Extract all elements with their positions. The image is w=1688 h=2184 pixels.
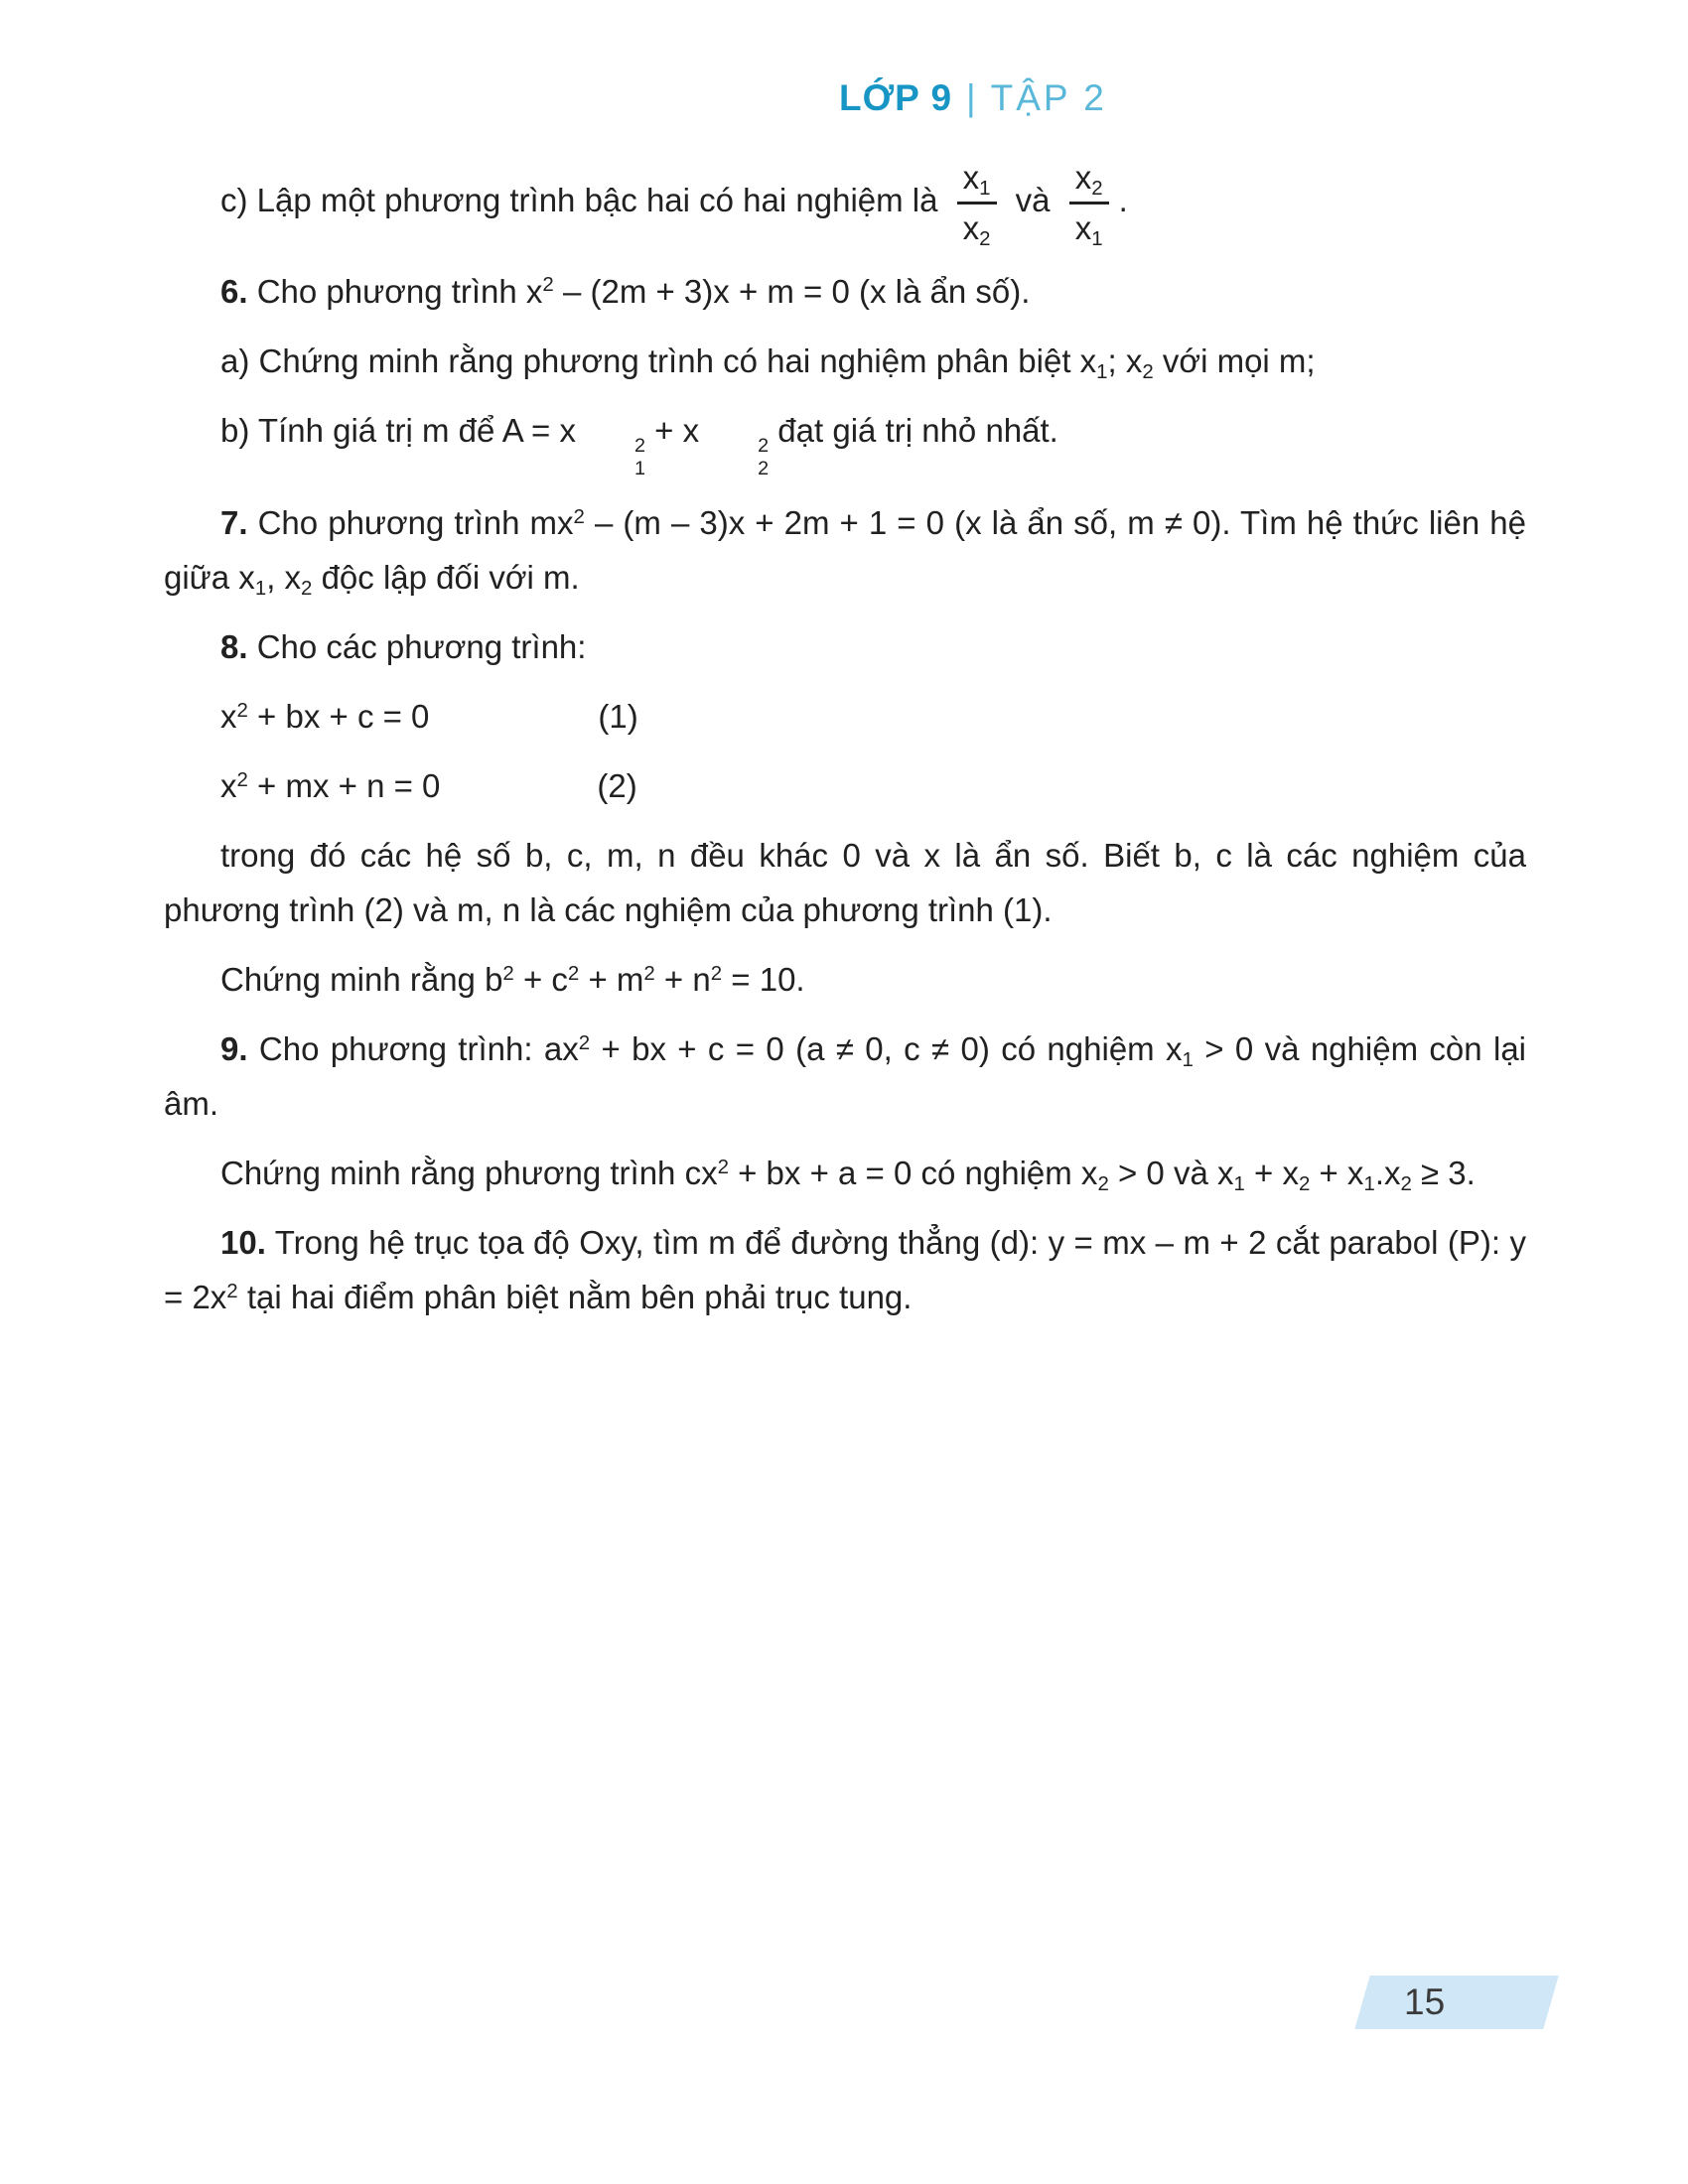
fraction: [957, 157, 997, 249]
superscript: 2: [567, 961, 580, 985]
superscript: 2: [226, 1279, 238, 1302]
item-b: [164, 403, 1526, 480]
item-c: [164, 157, 1526, 249]
text-run: x: [962, 159, 980, 196]
superscript: 2: [710, 961, 723, 985]
text-run: x: [1074, 209, 1092, 247]
text-run: .: [1118, 181, 1128, 218]
text-run: Cho phương trình: ax: [247, 1029, 579, 1067]
page-header: [839, 77, 1107, 119]
text-run: + bx + c = 0 (a ≠ 0, c ≠ 0) có nghiệm x: [590, 1029, 1183, 1067]
superscript: 2: [578, 1030, 591, 1054]
superscript: 2: [573, 504, 585, 528]
text-run: tại hai điểm phân biệt nằm bên phải trục tung.: [237, 1278, 913, 1315]
text-run: ; x: [1107, 341, 1143, 379]
text-run: x: [1074, 159, 1092, 196]
header-volume-label: TẬP 2: [990, 77, 1107, 118]
text-run: > 0 và nghiệm còn lại âm.: [164, 1029, 1526, 1122]
text-run: 7.: [220, 503, 248, 541]
text-run: + m: [579, 960, 644, 998]
subscript: 2: [1400, 1172, 1412, 1196]
text-run: Cho các phương trình:: [247, 627, 587, 665]
header-separator: |: [966, 77, 977, 118]
subscript: 1: [1363, 1172, 1375, 1196]
problem-6: [164, 264, 1526, 319]
page-number-highlight: [1354, 1976, 1558, 2029]
subscript: 1: [1091, 227, 1103, 251]
text-run: + c: [513, 960, 568, 998]
subscript: 1: [979, 177, 991, 201]
text-run: trong đó các hệ số b, c, m, n đều khác 0 và x là ẩn số. Biết b, c là các nghiệm của phương trình (2) và m, n là các nghiệm của phương trình (1).: [164, 836, 1526, 928]
page-number: 15: [1404, 1981, 1446, 2022]
subscript: 2: [979, 227, 991, 251]
text-run: x: [220, 766, 237, 804]
superscript: 2: [542, 273, 554, 297]
text-run: > 0 và x: [1108, 1154, 1234, 1191]
subscript: 1: [1096, 359, 1108, 383]
fraction: [1069, 157, 1109, 249]
var-subsup: x 2 1: [559, 411, 646, 480]
problem-9: [164, 1022, 1526, 1131]
text-run: 10.: [220, 1223, 266, 1261]
text-run: đạt giá trị nhỏ nhất.: [769, 411, 1058, 449]
text-run: , x: [266, 558, 302, 596]
subscript: 2: [1298, 1172, 1311, 1196]
page-number-container: [1362, 1976, 1551, 2029]
superscript: 2: [717, 1155, 729, 1178]
text-run: Chứng minh rằng phương trình cx: [220, 1154, 718, 1191]
problem-8-claim: [164, 952, 1526, 1007]
superscript: 2: [236, 767, 248, 791]
text-run: .x: [1374, 1154, 1401, 1191]
text-run: (2): [597, 766, 637, 804]
text-run: + bx + a = 0 có nghiệm x: [728, 1154, 1098, 1191]
subscript: 1: [1233, 1172, 1245, 1196]
header-grade-label: LỚP 9: [839, 77, 953, 118]
text-run: Cho phương trình mx: [247, 503, 574, 541]
text-run: Trong hệ trục tọa độ Oxy, tìm m để đường thẳng (d): y = mx – m + 2 cắt parabol (P): y = 2x: [164, 1223, 1526, 1315]
subscript: 2: [301, 577, 313, 601]
problem-8-body: [164, 828, 1526, 937]
document-content: [164, 157, 1526, 1339]
subscript: 1: [254, 577, 267, 601]
text-run: độc lập đối với m.: [312, 558, 580, 596]
text-run: x: [962, 209, 980, 247]
superscript: 2: [643, 961, 655, 985]
equation-1: [164, 689, 1526, 744]
text-run: +: [645, 411, 683, 449]
text-run: và: [1006, 181, 1059, 218]
text-run: Cho phương trình x: [247, 272, 543, 310]
superscript: 2: [236, 698, 248, 722]
text-run: với mọi m;: [1153, 341, 1316, 379]
text-run: = 10.: [722, 960, 805, 998]
problem-10: [164, 1215, 1526, 1324]
subscript: 2: [1097, 1172, 1109, 1196]
text-run: + mx + n = 0: [247, 766, 441, 804]
subscript: 2: [1142, 359, 1154, 383]
text-run: + x: [1244, 1154, 1299, 1191]
text-run: x: [220, 697, 237, 735]
subscript: 1: [1182, 1048, 1194, 1072]
var-subsup: x 2 2: [682, 411, 770, 480]
text-run: – (m – 3)x + 2m + 1 = 0 (x là ẩn số, m ≠ 0). Tìm hệ thức liên hệ giữa x: [164, 503, 1526, 596]
text-run: Chứng minh rằng b: [220, 960, 503, 998]
problem-8: [164, 619, 1526, 674]
text-run: b) Tính giá trị m để A =: [220, 411, 560, 449]
superscript: 2: [502, 961, 514, 985]
text-run: 9.: [220, 1029, 248, 1067]
text-run: 8.: [220, 627, 248, 665]
text-run: a) Chứng minh rằng phương trình có hai nghiệm phân biệt x: [220, 341, 1097, 379]
equation-2: [164, 758, 1526, 813]
item-a: [164, 334, 1526, 388]
problem-7: [164, 495, 1526, 605]
text-run: + x: [1310, 1154, 1364, 1191]
text-run: + n: [654, 960, 711, 998]
text-run: – (2m + 3)x + m = 0 (x là ẩn số).: [553, 272, 1031, 310]
subscript: 2: [1091, 177, 1103, 201]
text-run: + bx + c = 0: [247, 697, 430, 735]
text-run: 6.: [220, 272, 248, 310]
text-run: c) Lập một phương trình bậc hai có hai nghiệm là: [220, 181, 947, 218]
text-run: ≥ 3.: [1411, 1154, 1476, 1191]
problem-9-claim: [164, 1146, 1526, 1200]
text-run: (1): [598, 697, 638, 735]
